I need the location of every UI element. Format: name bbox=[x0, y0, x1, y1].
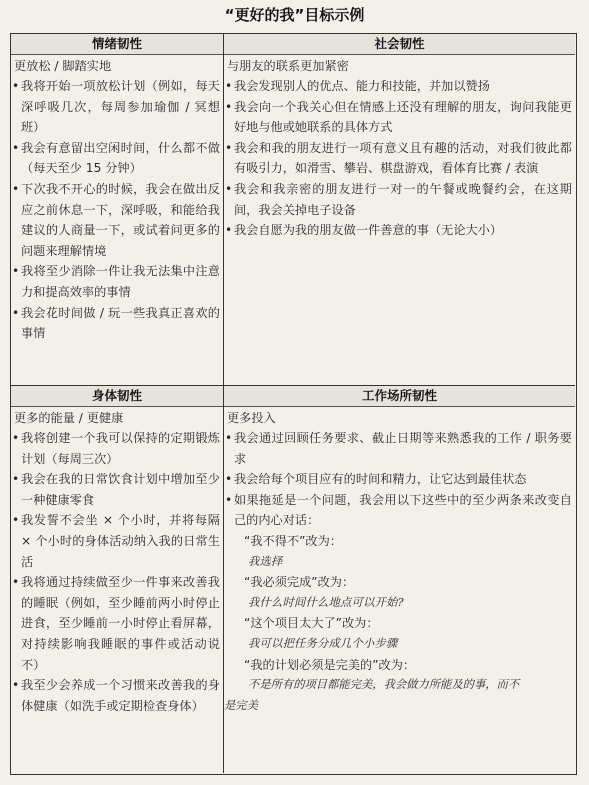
physical-heading: 身体韧性 bbox=[11, 386, 223, 407]
dialogue-reframe: 我什么时间什么地点可以开始? bbox=[248, 595, 404, 609]
physical-subheading: 更多的能量 / 更健康 bbox=[14, 411, 124, 425]
goal-item: • 我会和我的朋友进行一项有意义且有趣的活动，对我们彼此都有吸引力，如滑雪、攀岩、棋盘游戏，看体育比赛 / 表演 bbox=[224, 138, 575, 179]
goal-item: • 我会通过回顾任务要求、截止日期等来熟悉我的工作 / 职务要求 bbox=[224, 428, 575, 469]
goal-item: • 我会花时间做 / 玩一些我真正喜欢的事情 bbox=[11, 303, 223, 344]
dialogue-reframe-continuation: 是完美 bbox=[224, 698, 258, 712]
dialogue-prompt: “我的计划必须是完美的”改为： bbox=[244, 657, 416, 672]
emotional-heading: 情绪韧性 bbox=[11, 34, 223, 55]
goal-item: • 我会给每个项目应有的时间和精力，让它达到最佳状态 bbox=[224, 469, 575, 490]
workplace-heading: 工作场所韧性 bbox=[224, 386, 575, 407]
goal-item: • 我会和我亲密的朋友进行一对一的午餐或晚餐约会，在这期间，我会关掉电子设备 bbox=[224, 179, 575, 220]
social-goal-list bbox=[224, 76, 575, 241]
social-resilience-cell bbox=[224, 34, 575, 385]
goal-item: • 如果拖延是一个问题，我会用以下这些中的至少两条来改变自己的内心对话： bbox=[224, 490, 575, 531]
goal-item: • 我将通过持续做至少一件事来改善我的睡眠（例如，至少睡前两小时停止进食，至少睡前一小时停止看屏幕，对持续影响我睡眠的事件或活动说不） bbox=[11, 572, 223, 675]
goals-table bbox=[10, 33, 577, 775]
page-title: “更好的我”目标示例 bbox=[224, 6, 365, 24]
goal-item: • 我将至少消除一件让我无法集中注意力和提高效率的事情 bbox=[11, 261, 223, 302]
goal-item: • 我发誓不会坐 × 个小时，并将每隔 × 个小时的身体活动纳入我的日常生活 bbox=[11, 510, 223, 572]
emotional-subheading: 更放松 / 脚踏实地 bbox=[14, 59, 112, 73]
social-heading: 社会韧性 bbox=[224, 34, 575, 55]
dialogue-reframe: 不是所有的项目都能完美，我会做力所能及的事，而不 bbox=[248, 678, 520, 692]
goal-item: • 我会有意留出空闲时间，什么都不做（每天至少 15 分钟） bbox=[11, 138, 223, 179]
workplace-subheading: 更多投入 bbox=[227, 411, 276, 425]
dialogue-prompt: “我不得不”改为： bbox=[244, 533, 342, 548]
goal-item: • 我将开始一项放松计划（例如，每天深呼吸几次，每周参加瑜伽 / 冥想班） bbox=[11, 76, 223, 138]
emotional-goal-list bbox=[11, 76, 223, 344]
goal-item: • 我至少会养成一个习惯来改善我的身体健康（如洗手或定期检查身体） bbox=[11, 675, 223, 716]
goal-item: • 我会向一个我关心但在情感上还没有理解的朋友，询问我能更好地与他或她联系的具体方式 bbox=[224, 97, 575, 138]
workplace-goal-list bbox=[224, 428, 575, 531]
emotional-resilience-cell bbox=[11, 34, 223, 385]
physical-goal-list bbox=[11, 428, 223, 716]
goal-item: • 我会在我的日常饮食计划中增加至少一种健康零食 bbox=[11, 469, 223, 510]
social-subheading: 与朋友的联系更加紧密 bbox=[227, 59, 349, 73]
goal-item: • 我会自愿为我的朋友做一件善意的事（无论大小） bbox=[224, 220, 575, 241]
workplace-resilience-cell bbox=[224, 386, 575, 773]
goal-item: • 下次我不开心的时候，我会在做出反应之前休息一下，深呼吸，和能给我建议的人商量一下，或试着问更多的问题来理解情境 bbox=[11, 179, 223, 261]
goal-item: • 我将创建一个我可以保持的定期锻炼计划（每周三次） bbox=[11, 428, 223, 469]
dialogue-prompt: “我必须完成”改为： bbox=[244, 575, 355, 590]
inner-dialogue-list bbox=[224, 531, 575, 696]
dialogue-reframe: 我可以把任务分成几个小步骤 bbox=[248, 636, 398, 650]
dialogue-reframe: 我选择 bbox=[248, 554, 283, 568]
physical-resilience-cell bbox=[11, 386, 223, 773]
dialogue-prompt: “这个项目太大了”改为： bbox=[244, 616, 379, 631]
goal-item: • 我会发现别人的优点、能力和技能，并加以赞扬 bbox=[224, 76, 575, 97]
